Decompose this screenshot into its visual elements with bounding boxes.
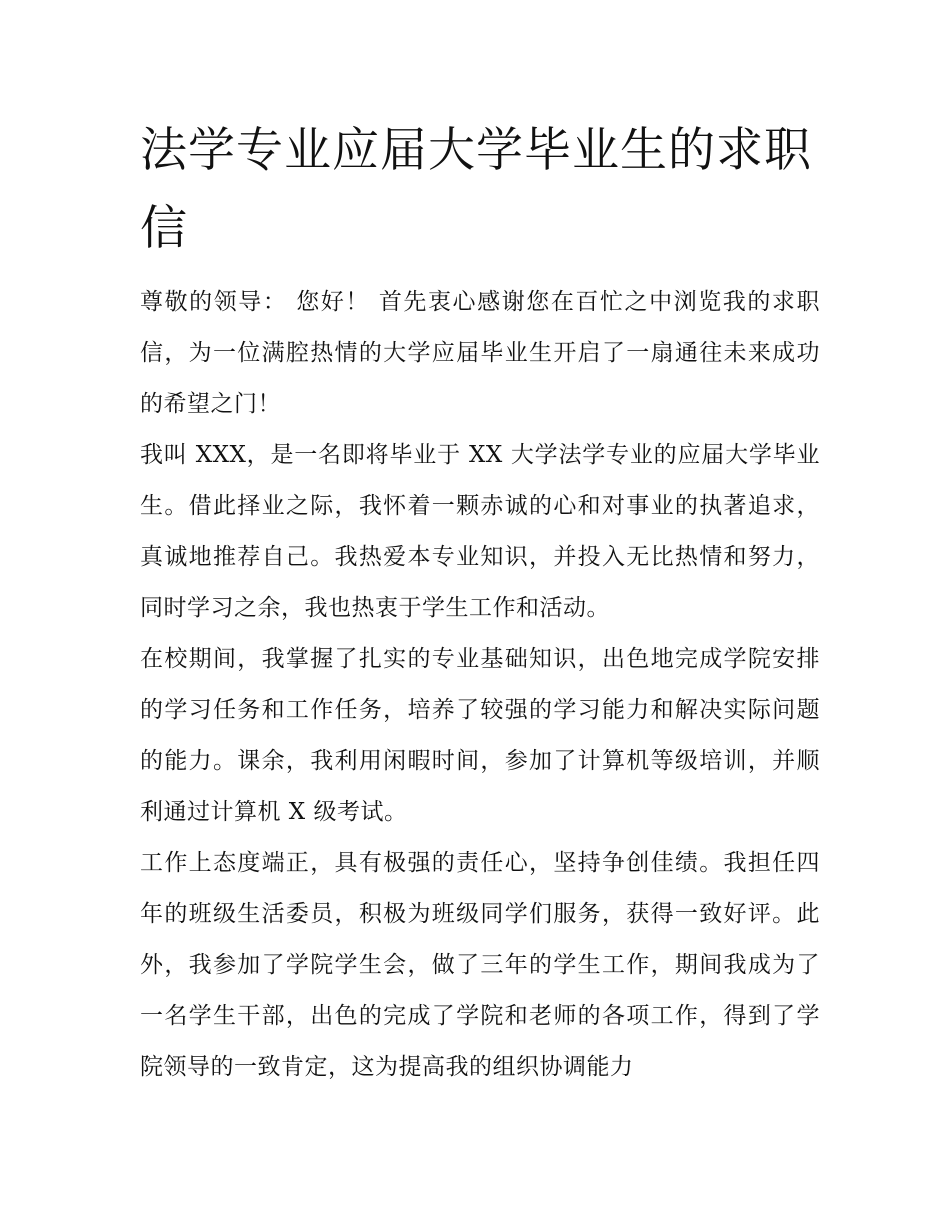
paragraph-greeting: 尊敬的领导： 您好！ 首先衷心感谢您在百忙之中浏览我的求职信，为一位满腔热情的大学应届毕业生开启了一扇通往未来成功的希望之门！ xyxy=(140,289,820,417)
paragraph-work: 工作上态度端正，具有极强的责任心，坚持争创佳绩。我担任四年的班级生活委员，积极为班级同学们服务，获得一致好评。此外，我参加了学院学生会，做了三年的学生工作，期间我成为了一名学生干部，出色的完成了学院和老师的各项工作，得到了学院领导的一致肯定，这为提高我的组织协调能力 xyxy=(140,850,820,1080)
paragraph-studies: 在校期间，我掌握了扎实的专业基础知识，出色地完成学院安排的学习任务和工作任务，培养了较强的学习能力和解决实际问题的能力。课余，我利用闲暇时间，参加了计算机等级培训，并顺利通过计算机 X 级考试。 xyxy=(140,646,820,825)
paragraph-introduction: 我叫 XXX，是一名即将毕业于 XX 大学法学专业的应届大学毕业生。借此择业之际，我怀着一颗赤诚的心和对事业的执著追求，真诚地推荐自己。我热爱本专业知识，并投入无比热情和努力，同时学习之余，我也热衷于学生工作和活动。 xyxy=(140,442,820,621)
document-title: 法学专业应届大学毕业生的求职信 xyxy=(140,123,812,256)
letter-body xyxy=(140,277,820,1093)
